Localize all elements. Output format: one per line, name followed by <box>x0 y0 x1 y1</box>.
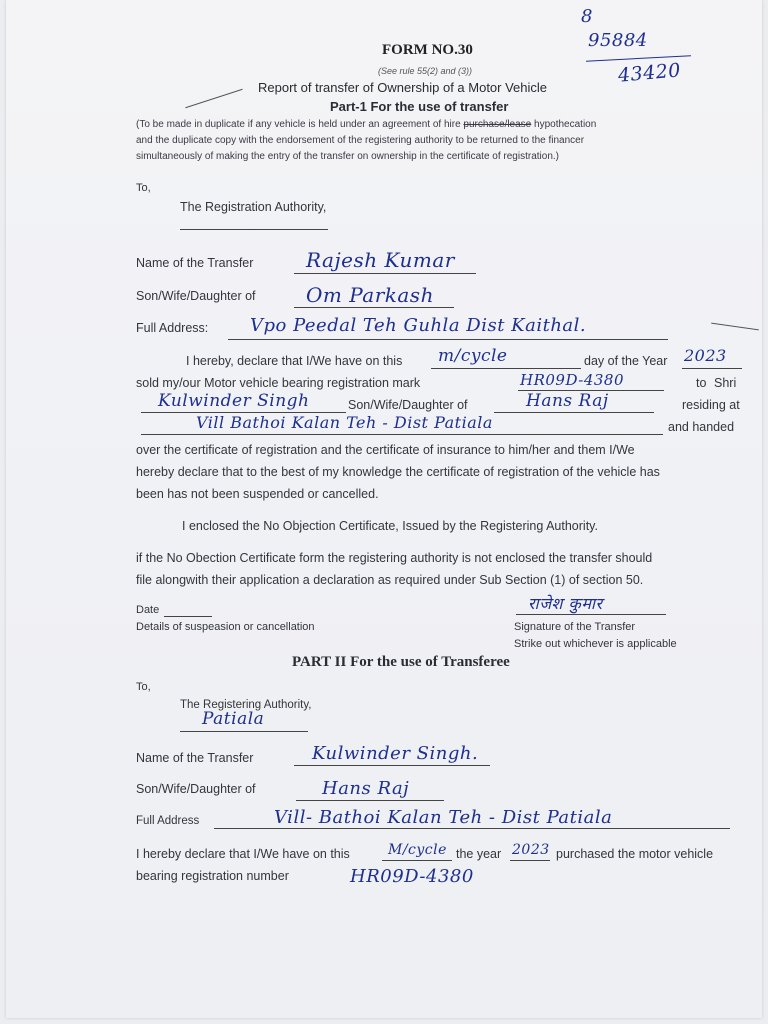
part2-reg-label: bearing registration number <box>136 869 289 883</box>
date-line <box>164 616 212 617</box>
part2-title: PART II For the use of Transferee <box>292 654 510 670</box>
part2-year-label: the year <box>456 847 502 861</box>
annotation-number-1: 95884 <box>588 30 648 51</box>
relation-label: Son/Wife/Daughter of <box>136 289 256 303</box>
residing-label: residing at <box>682 398 740 412</box>
report-title: Report of transfer of Ownership of a Motor Vehicle <box>258 80 548 95</box>
buyer-father-line <box>494 412 654 413</box>
part2-declare-text: I hereby declare that I/We have on this <box>136 847 350 861</box>
part2-day-value: M/cycle <box>388 842 447 858</box>
part2-year-line <box>510 860 550 861</box>
transfer-name-label: Name of the Transfer <box>136 256 254 270</box>
buyer-relation-label: Son/Wife/Daughter of <box>348 398 468 412</box>
form-number: FORM NO.30 <box>382 42 473 58</box>
instruction-line-1: (To be made in duplicate if any vehicle is held under an agreement of hire purchase/lease hypothecation <box>136 119 597 130</box>
buyer-father-value: Hans Raj <box>526 391 609 411</box>
part2-reg-value: HR09D-4380 <box>350 866 474 887</box>
purchased-text: purchased the motor vehicle <box>556 847 714 861</box>
authority-value: Patiala <box>202 709 265 729</box>
declare-text: I hereby, declare that I/We have on this <box>186 354 403 368</box>
top-mark: 8 <box>581 6 593 27</box>
struck-text: purchase/lease <box>463 119 532 130</box>
transfer-name-value: Rajesh Kumar <box>306 248 455 272</box>
buyer-address-line <box>141 434 663 435</box>
year-line <box>682 368 742 369</box>
year-label: day of the Year <box>584 354 668 368</box>
to-label: To, <box>136 182 151 194</box>
address-label: Full Address: <box>136 321 209 335</box>
day-line <box>431 368 581 369</box>
pen-stroke <box>185 89 242 108</box>
relation-value: Om Parkash <box>306 283 434 307</box>
part2-address-value: Vill- Bathoi Kalan Teh - Dist Patiala <box>274 807 613 828</box>
to-word: to <box>696 376 707 390</box>
suspension-label: Details of suspeasion or cancellation <box>136 621 315 633</box>
year-value: 2023 <box>684 346 727 365</box>
part2-relation-label: Son/Wife/Daughter of <box>136 782 256 796</box>
form-page <box>6 0 762 1018</box>
paragraph-line-2: hereby declare that to the best of my knowledge the certificate of registration of the vehicle has <box>136 465 660 479</box>
signature-line <box>516 614 666 615</box>
relation-line <box>294 307 454 308</box>
part1-title: Part-1 For the use of transfer <box>330 99 509 114</box>
part2-name-value: Kulwinder Singh. <box>312 743 479 764</box>
name-line <box>294 273 476 274</box>
shri-word: Shri <box>714 376 737 390</box>
registering-authority: The Registering Authority, <box>180 699 312 711</box>
declare-day-value: m/cycle <box>438 346 508 366</box>
strike-note: Strike out whichever is applicable <box>514 638 677 650</box>
registration-authority: The Registration Authority, <box>180 200 327 214</box>
part2-year-value: 2023 <box>512 842 550 858</box>
part2-day-line <box>382 860 452 861</box>
paragraph-line-1: over the certificate of registration and the certificate of insurance to him/her and them I/We <box>136 443 635 457</box>
if-line-1: if the No Obection Certificate form the registering authority is not enclosed the transfer should <box>136 551 653 565</box>
instruction-line-3: simultaneously of making the entry of the transfer on ownership in the certificate of registration.) <box>136 151 559 162</box>
authority-line <box>180 229 328 230</box>
part2-authority-line <box>180 731 308 732</box>
transfer-signature: राजेश कुमार <box>528 594 603 613</box>
date-label: Date <box>136 604 160 616</box>
address-line <box>228 339 668 340</box>
part2-relation-line <box>296 800 444 801</box>
part2-name-line <box>294 765 490 766</box>
part2-address-label: Full Address <box>136 815 200 827</box>
signature-label: Signature of the Transfer <box>514 621 636 633</box>
paragraph-line-3: been has not been suspended or cancelled. <box>136 487 379 501</box>
handed-label: and handed <box>668 420 735 434</box>
buyer-name-value: Kulwinder Singh <box>158 391 310 411</box>
rule-reference: (See rule 55(2) and (3)) <box>378 66 473 76</box>
registration-mark-value: HR09D-4380 <box>520 371 625 389</box>
annotation-number-2: 43420 <box>617 59 682 87</box>
address-value: Vpo Peedal Teh Guhla Dist Kaithal. <box>250 315 587 336</box>
part2-relation-value: Hans Raj <box>322 778 410 799</box>
noc-line: I enclosed the No Objection Certificate, Issued by the Registering Authority. <box>182 519 598 533</box>
part2-name-label: Name of the Transfer <box>136 751 254 765</box>
part2-to-label: To, <box>136 681 151 693</box>
instruction-line-2: and the duplicate copy with the endorsement of the registering authority to be returned to the financer <box>136 135 585 146</box>
if-line-2: file alongwith their application a declaration as required under Sub Section (1) of section 50. <box>136 573 644 587</box>
sold-text: sold my/our Motor vehicle bearing registration mark <box>136 376 421 390</box>
pen-stroke-right <box>711 323 759 331</box>
part2-address-line <box>214 828 730 829</box>
buyer-address-value: Vill Bathoi Kalan Teh - Dist Patiala <box>196 413 493 432</box>
